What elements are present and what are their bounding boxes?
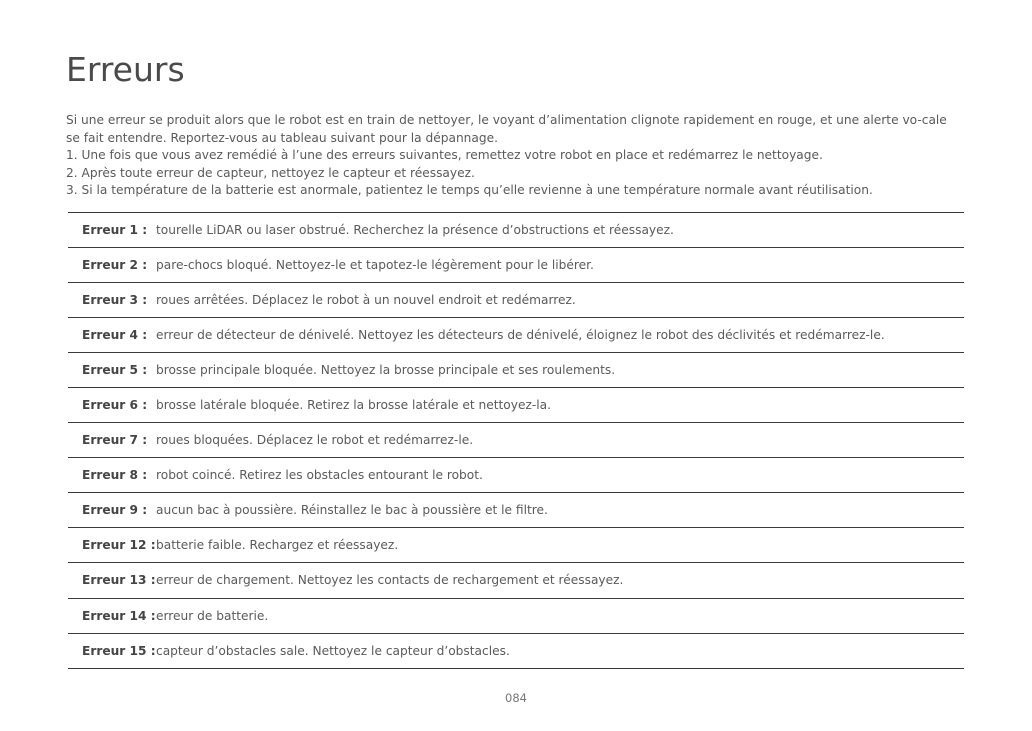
error-code: Erreur 12 :: [82, 538, 156, 553]
error-code: Erreur 6 :: [82, 398, 148, 413]
intro-step-1: 1. Une fois que vous avez remédié à l’une des erreurs suivantes, remettez votre robot en place et redémarrez le nettoyage.: [66, 148, 823, 163]
page-number: 084: [505, 691, 527, 705]
error-row: [68, 458, 964, 493]
error-description: erreur de chargement. Nettoyez les contacts de rechargement et réessayez.: [156, 573, 624, 588]
error-description: pare-chocs bloqué. Nettoyez-le et tapotez-le légèrement pour le libérer.: [156, 258, 594, 273]
error-row: [68, 318, 964, 353]
intro-step-2: 2. Après toute erreur de capteur, nettoyez le capteur et réessayez.: [66, 165, 475, 180]
error-description: erreur de batterie.: [156, 608, 269, 623]
error-description: robot coincé. Retirez les obstacles entourant le robot.: [156, 468, 483, 483]
error-code: Erreur 14 :: [82, 608, 156, 623]
error-code: Erreur 3 :: [82, 293, 148, 308]
error-row: [68, 423, 964, 458]
error-row: [68, 283, 964, 318]
error-code: Erreur 8 :: [82, 468, 148, 483]
error-description: aucun bac à poussière. Réinstallez le bac à poussière et le filtre.: [156, 503, 548, 518]
error-code: Erreur 1 :: [82, 223, 148, 238]
error-row: [68, 599, 964, 634]
error-code: Erreur 4 :: [82, 328, 148, 343]
intro-paragraph: Si une erreur se produit alors que le robot est en train de nettoyer, le voyant d’alimentation clignote rapidement en rouge, et une alerte vo-cale se fait entendre. Reportez-vous au tableau suivant pour la dépannage.: [66, 113, 947, 145]
error-description: roues bloquées. Déplacez le robot et redémarrez-le.: [156, 433, 474, 448]
error-description: brosse principale bloquée. Nettoyez la brosse principale et ses roulements.: [156, 363, 616, 378]
error-row: [68, 213, 964, 248]
error-row: [68, 493, 964, 528]
error-table: [68, 212, 964, 669]
page-title: Erreurs: [66, 50, 185, 89]
error-code: Erreur 15 :: [82, 643, 156, 658]
error-row: [68, 634, 964, 669]
error-code: Erreur 13 :: [82, 573, 156, 588]
error-description: erreur de détecteur de dénivelé. Nettoyez les détecteurs de dénivelé, éloignez le robot des déclivités et redémarrez-le.: [156, 328, 885, 343]
error-code: Erreur 7 :: [82, 433, 148, 448]
error-code: Erreur 9 :: [82, 503, 148, 518]
intro-text: [66, 112, 956, 200]
error-description: tourelle LiDAR ou laser obstrué. Recherchez la présence d’obstructions et réessayez.: [156, 223, 674, 238]
error-row: [68, 388, 964, 423]
error-description: capteur d’obstacles sale. Nettoyez le capteur d’obstacles.: [156, 643, 510, 658]
error-row: [68, 528, 964, 563]
error-row: [68, 563, 964, 598]
error-description: batterie faible. Rechargez et réessayez.: [156, 538, 399, 553]
error-row: [68, 248, 964, 283]
error-description: roues arrêtées. Déplacez le robot à un nouvel endroit et redémarrez.: [156, 293, 576, 308]
error-row: [68, 353, 964, 388]
error-code: Erreur 5 :: [82, 363, 148, 378]
error-code: Erreur 2 :: [82, 258, 148, 273]
intro-step-3: 3. Si la température de la batterie est anormale, patientez le temps qu’elle revienne à une température normale avant réutilisation.: [66, 183, 873, 198]
error-description: brosse latérale bloquée. Retirez la brosse latérale et nettoyez-la.: [156, 398, 551, 413]
